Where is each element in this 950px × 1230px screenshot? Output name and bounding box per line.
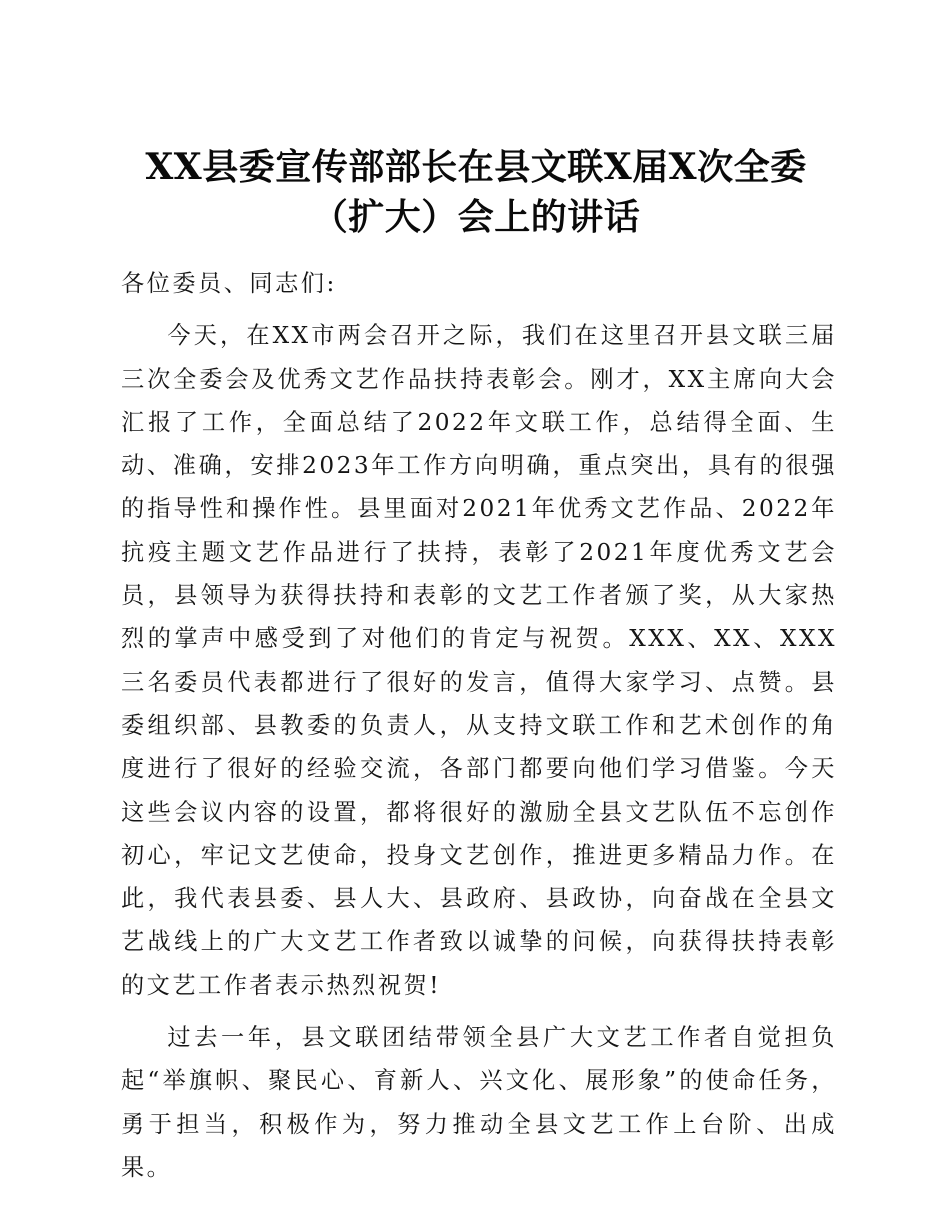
body-paragraph-2: 过去一年，县文联团结带领全县广大文艺工作者自觉担负起“举旗帜、聚民心、育新人、兴文化、展形象”的使命任务，勇于担当，积极作为，努力推动全县文艺工作上台阶、出成果。: [121, 1024, 837, 1181]
document-body: [121, 262, 837, 1198]
document-title: XX县委宣传部部长在县文联X届X次全委（扩大）会上的讲话: [145, 146, 807, 238]
body-paragraph-1: 今天，在XX市两会召开之际，我们在这里召开县文联三届三次全委会及优秀文艺作品扶持表彰会。刚才，XX主席向大会汇报了工作，全面总结了2022年文联工作，总结得全面、生动、准确，安排2023年工作方向明确，重点突出，具有的很强的指导性和操作性。县里面对2021年优秀文艺作品、2022年抗疫主题文艺作品进行了扶持，表彰了2021年度优秀文艺会员，县领导为获得扶持和表彰的文艺工作者颁了奖，从大家热烈的掌声中感受到了对他们的肯定与祝贺。XXX、XX、XXX三名委员代表都进行了很好的发言，值得大家学习、点赞。县委组织部、县教委的负责人，从支持文联工作和艺术创作的角度进行了很好的经验交流，各部门都要向他们学习借鉴。今天这些会议内容的设置，都将很好的激励全县文艺队伍不忘创作初心，牢记文艺使命，投身文艺创作，推进更多精品力作。在此，我代表县委、县人大、县政府、县政协，向奋战在全县文艺战线上的广大文艺工作者致以诚挚的问候，向获得扶持表彰的文艺工作者表示热烈祝贺!: [121, 322, 837, 999]
salutation: 各位委员、同志们:: [121, 270, 337, 297]
